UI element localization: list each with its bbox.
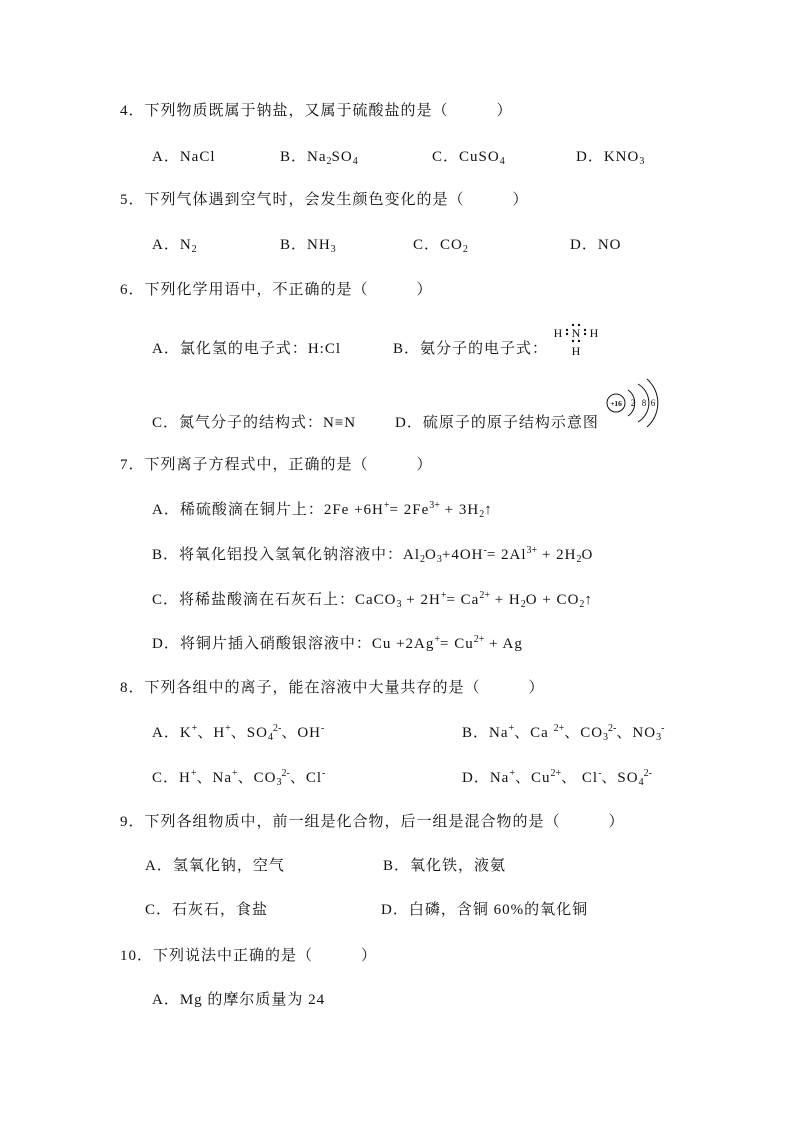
question-4-option-c: [432, 147, 505, 167]
text-run: + H: [489, 592, 521, 608]
question-10-stem: 10．下列说法中正确的是（ ）: [120, 948, 378, 964]
question-9-option-d: [381, 900, 588, 920]
text-run: B．Na: [280, 149, 327, 165]
question-9-option-b: [383, 856, 506, 876]
text-run: = 2Al: [486, 547, 527, 563]
question-4-option-d: [576, 147, 644, 167]
superscript: +: [190, 768, 197, 779]
subscript: 3: [603, 732, 609, 743]
question-5-option-a: [152, 235, 197, 255]
superscript: 2-: [272, 723, 282, 734]
shell-electron-count: 2: [630, 398, 636, 408]
text-run: + 2H: [537, 547, 577, 563]
text-run: 、SO: [601, 770, 639, 786]
superscript: 2+: [553, 723, 565, 734]
text-run: A．NaCl: [152, 149, 216, 165]
text-run: C．H: [152, 770, 191, 786]
subscript: 2: [520, 599, 526, 610]
question-4-option-b: [280, 147, 358, 167]
text-run: 、Na: [196, 770, 232, 786]
question-8-stem: 8．下列各组中的离子，能在溶液中大量共存的是（ ）: [120, 680, 545, 696]
question-6-option-b: [393, 339, 548, 359]
text-run: 、SO: [230, 725, 268, 741]
text-run: 、NO: [616, 725, 657, 741]
text-run: = Ca: [446, 592, 480, 608]
text-run: D．硫原子的原子结构示意图: [395, 415, 599, 431]
superscript: +: [509, 768, 515, 779]
superscript: 2-: [281, 768, 290, 779]
atom-symbol: H: [571, 344, 581, 358]
nucleus-charge-label: +16: [610, 399, 622, 408]
subscript: 3: [639, 156, 645, 167]
subscript: 2: [420, 554, 426, 565]
subscript: 3: [436, 554, 442, 565]
text-run: C．CuSO: [432, 149, 500, 165]
question-9-option-c: [145, 900, 268, 920]
electron-dot: [572, 324, 574, 326]
question-6-option-c: [152, 413, 356, 433]
electron-dot: [566, 333, 568, 335]
question-5-option-d: [570, 235, 622, 255]
text-run: A．N: [152, 237, 192, 253]
electron-dot: [578, 324, 580, 326]
superscript: -: [321, 723, 325, 734]
subscript: 2: [462, 244, 468, 255]
text-run: D．NO: [570, 237, 622, 253]
text-run: 、H: [197, 725, 226, 741]
text-run: C．氮气分子的结构式：N≡N: [152, 415, 357, 431]
text-run: D．白磷，含铜 60%的氧化铜: [381, 902, 589, 918]
subscript: 2: [576, 554, 582, 565]
question-10-option-a: [152, 990, 325, 1010]
atom-symbol: H: [589, 326, 599, 340]
text-run: C．CO: [413, 237, 463, 253]
subscript: 2: [191, 244, 197, 255]
text-run: A．K: [152, 725, 192, 741]
electron-dot: [584, 333, 586, 335]
question-8-option-c: [152, 768, 325, 788]
text-run: B．Na: [462, 725, 509, 741]
electron-dot: [584, 329, 586, 331]
question-4-option-a: [152, 147, 216, 167]
question-7-option-b: [152, 545, 593, 565]
subscript: 2: [579, 599, 585, 610]
subscript: 4: [352, 156, 358, 167]
question-9-stem: 9．下列各组物质中，前一组是化合物，后一组是混合物的是（ ）: [120, 814, 625, 830]
superscript: -: [322, 768, 326, 779]
text-run: +4OH: [441, 547, 484, 563]
subscript: 3: [330, 244, 336, 255]
text-run: ↑: [584, 592, 593, 608]
question-5-option-b: [280, 235, 336, 255]
subscript: 4: [499, 156, 505, 167]
text-run: 、 Cl: [561, 770, 599, 786]
text-run: A．氢氧化钠，空气: [145, 858, 285, 874]
question-8-option-b: [462, 723, 664, 743]
text-run: A．稀硫酸滴在铜片上：2Fe +6H: [152, 502, 384, 518]
superscript: 3+: [526, 545, 538, 556]
superscript: +: [440, 590, 447, 601]
text-run: C．石灰石，食盐: [145, 902, 269, 918]
subscript: 3: [656, 732, 662, 743]
shell-electron-count: 6: [650, 398, 656, 408]
superscript: 2+: [550, 768, 562, 779]
text-run: D．KNO: [576, 149, 640, 165]
text-run: = Cu: [440, 636, 474, 652]
electron-dot: [572, 340, 574, 342]
superscript: 2-: [643, 768, 652, 779]
question-8-option-d: [462, 768, 652, 788]
superscript: 2+: [479, 590, 490, 601]
superscript: 2-: [608, 723, 617, 734]
text-run: 、Ca: [514, 725, 554, 741]
subscript: 2: [479, 509, 485, 520]
text-run: B．氨分子的电子式：: [393, 341, 549, 357]
electron-dot: [566, 329, 568, 331]
question-6-option-d: [395, 413, 599, 433]
superscript: 3+: [429, 500, 440, 511]
text-run: B．NH: [280, 237, 331, 253]
ammonia-electron-dot-diagram: [553, 323, 603, 359]
superscript: +: [383, 500, 390, 511]
superscript: -: [483, 545, 487, 556]
sulfur-atom-structure-diagram: [604, 376, 662, 430]
text-run: 、Cl: [289, 770, 322, 786]
superscript: +: [434, 634, 441, 645]
question-5-stem: 5．下列气体遇到空气时，会发生颜色变化的是（ ）: [120, 192, 529, 208]
text-run: B．将氧化铝投入氢氧化钠溶液中：Al: [152, 547, 421, 563]
text-run: ↑: [484, 502, 493, 518]
text-run: O + CO: [525, 592, 580, 608]
subscript: 3: [276, 777, 282, 788]
text-run: + 2H: [401, 592, 441, 608]
question-5-option-c: [413, 235, 468, 255]
text-run: A．Mg 的摩尔质量为 24: [152, 992, 326, 1008]
subscript: 3: [396, 599, 402, 610]
text-run: O: [425, 547, 437, 563]
superscript: +: [225, 723, 231, 734]
question-9-option-a: [145, 856, 285, 876]
subscript: 2: [326, 156, 332, 167]
question-7-stem: 7．下列离子方程式中，正确的是（ ）: [120, 457, 433, 473]
question-8-option-a: [152, 723, 324, 743]
question-6-stem: 6．下列化学用语中，不正确的是（ ）: [120, 282, 433, 298]
superscript: -: [598, 768, 602, 779]
text-run: 、Cu: [514, 770, 551, 786]
electron-dot: [578, 340, 580, 342]
text-run: = 2Fe: [389, 502, 430, 518]
text-run: D．Na: [462, 770, 510, 786]
text-run: C．将稀盐酸滴在石灰石上：CaCO: [152, 592, 397, 608]
text-run: O: [581, 547, 594, 563]
question-7-option-c: [152, 590, 593, 610]
text-run: B．氧化铁，液氨: [383, 858, 507, 874]
text-run: 、CO: [237, 770, 277, 786]
atom-symbol: H: [553, 326, 563, 340]
subscript: 4: [267, 732, 273, 743]
question-7-option-a: [152, 500, 493, 520]
text-run: D．将铜片插入硝酸银溶液中：Cu +2Ag: [152, 636, 435, 652]
text-run: + 3H: [439, 502, 480, 518]
text-run: 、CO: [564, 725, 604, 741]
superscript: -: [661, 723, 665, 734]
question-6-option-a: [152, 339, 341, 359]
question-7-option-d: [152, 634, 523, 654]
superscript: +: [231, 768, 238, 779]
text-run: 、OH: [281, 725, 321, 741]
text-run: + Ag: [484, 636, 523, 652]
superscript: +: [191, 723, 198, 734]
text-run: SO: [331, 149, 353, 165]
superscript: 2+: [473, 634, 485, 645]
text-run: A．氯化氢的电子式：H:Cl: [152, 341, 342, 357]
subscript: 4: [638, 777, 644, 788]
atom-symbol: N: [571, 326, 581, 340]
question-4-stem: 4．下列物质既属于钠盐，又属于硫酸盐的是（ ）: [120, 103, 513, 119]
superscript: +: [508, 723, 515, 734]
shell-electron-count: 8: [641, 398, 647, 408]
